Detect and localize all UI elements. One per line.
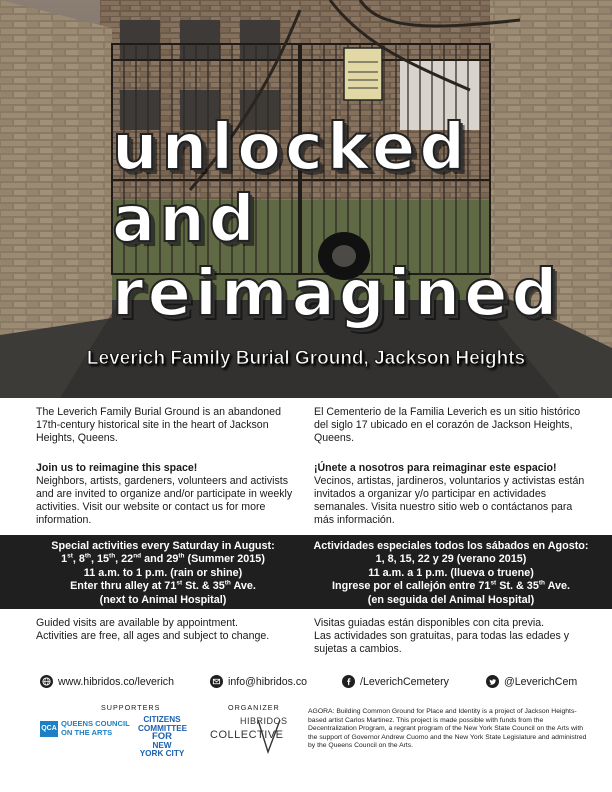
qca-name-line2: ON THE ARTS — [61, 727, 113, 737]
schedule-english-entrance: Enter thru alley at 71st St. & 35th Ave. — [70, 579, 256, 593]
join-spanish-body: Vecinos, artistas, jardineros, voluntarios y activistas están invitados a organizar y/o participar en actividades semanales. Visita nuestro sitio web o contáctanos para más información. — [314, 475, 585, 526]
join-english-body: Neighbors, artists, gardeners, volunteers and activists and are invited to organize and/or participate in weekly activities. Visit our website or contact us for more information. — [36, 475, 293, 526]
guided-spanish-line2: Las actividades son gratuitas, para todas las edades y sujetas a cambios. — [314, 630, 569, 655]
intro-english — [36, 406, 308, 445]
hero-subtitle: Leverich Family Burial Ground, Jackson Heights — [86, 348, 526, 369]
schedule-spanish — [306, 540, 596, 607]
citizens-line5: YORK CITY — [139, 749, 185, 759]
guided-spanish-line1: Visitas guiadas están disponibles con cita previa. — [314, 617, 545, 629]
qca-logo — [40, 720, 130, 737]
schedule-english-landmark: (next to Animal Hospital) — [99, 593, 227, 606]
citizens-line1: CITIZENS — [143, 715, 181, 724]
citizens-line3: FOR — [151, 731, 173, 743]
intro-spanish — [314, 406, 586, 445]
citizens-line2: COMMITTEE — [138, 723, 188, 733]
join-spanish-heading: ¡Únete a nosotros para reimaginar este espacio! — [314, 462, 557, 474]
contact-email[interactable] — [210, 675, 307, 688]
citizens-committee-logo — [138, 716, 186, 759]
agora-credit-text: AGORA: Building Common Ground for Place and Identity is a project of Jackson Heights-based artist Carlos Martinez. This project is made possible with funds from the Decentralization Program, a regrant program of the New York State Council on the Arts with the support of Governor Andrew Cuomo and the New York State Legislature and administred by the Queens Council on the Arts. — [308, 708, 587, 750]
contact-twitter[interactable] — [486, 675, 577, 688]
guided-english-line2: Activities are free, all ages and subject to change. — [36, 630, 270, 642]
intro-spanish-text: El Cementerio de la Familia Leverich es un sitio histórico del siglo 17 ubicado en el corazón de Jackson Heights, Queens. — [314, 406, 581, 444]
facebook-icon — [342, 675, 355, 688]
website-link[interactable]: www.hibridos.co/leverich — [58, 675, 174, 688]
join-english — [36, 462, 308, 527]
email-icon — [210, 675, 223, 688]
citizens-line4: NEW — [152, 740, 172, 750]
supporters-label: SUPPORTERS — [101, 703, 161, 712]
hibridos-line2: COLLECTIVE — [210, 729, 284, 741]
facebook-link[interactable]: /LeverichCemetery — [360, 675, 449, 688]
intro-english-text: The Leverich Family Burial Ground is an abandoned 17th-century historical site in the heart of Jackson Heights, Queens. — [36, 406, 281, 444]
join-english-heading: Join us to reimagine this space! — [36, 462, 198, 474]
hibridos-slash-mark — [254, 716, 284, 756]
email-link[interactable]: info@hibridos.co — [228, 675, 308, 688]
globe-icon — [40, 675, 53, 688]
guided-english — [36, 617, 308, 643]
contact-facebook[interactable] — [342, 675, 449, 688]
hibridos-collective-logo — [210, 716, 290, 756]
schedule-english — [20, 540, 306, 607]
qca-logo-mark: QCA — [40, 721, 58, 737]
schedule-spanish-entrance: Ingrese por el callejón entre 71st St. & 35th Ave. — [332, 579, 570, 593]
twitter-icon — [486, 675, 499, 688]
schedule-spanish-dates: 1, 8, 15, 22 y 29 (verano 2015) — [375, 553, 527, 566]
schedule-english-line1: Special activities every Saturday in August: — [51, 540, 275, 552]
guided-spanish — [314, 617, 586, 656]
guided-english-line1: Guided visits are available by appointment. — [36, 617, 238, 629]
schedule-spanish-line1: Actividades especiales todos los sábados en Agosto: — [313, 540, 589, 552]
title-line-reimagined: reimagined — [112, 257, 562, 331]
organizer-label: ORGANIZER — [228, 703, 280, 712]
title-line-and: and — [112, 183, 259, 257]
title-line-unlocked: unlocked — [112, 111, 470, 185]
schedule-english-time: 11 a.m. to 1 p.m. (rain or shine) — [83, 566, 243, 579]
hibridos-line1: HIBRIDOS — [240, 716, 288, 726]
schedule-english-dates: 1st, 8th, 15th, 22nd and 29th (Summer 2015) — [61, 552, 265, 566]
schedule-spanish-time: 11 a.m. a 1 p.m. (llueva o truene) — [368, 566, 534, 579]
join-spanish — [314, 462, 586, 527]
contact-website[interactable] — [40, 675, 174, 688]
qca-name-line1: QUEENS COUNCIL — [61, 719, 130, 728]
twitter-link[interactable]: @LeverichCem — [504, 675, 578, 688]
schedule-band — [0, 535, 612, 609]
schedule-spanish-landmark: (en seguida del Animal Hospital) — [367, 593, 535, 606]
